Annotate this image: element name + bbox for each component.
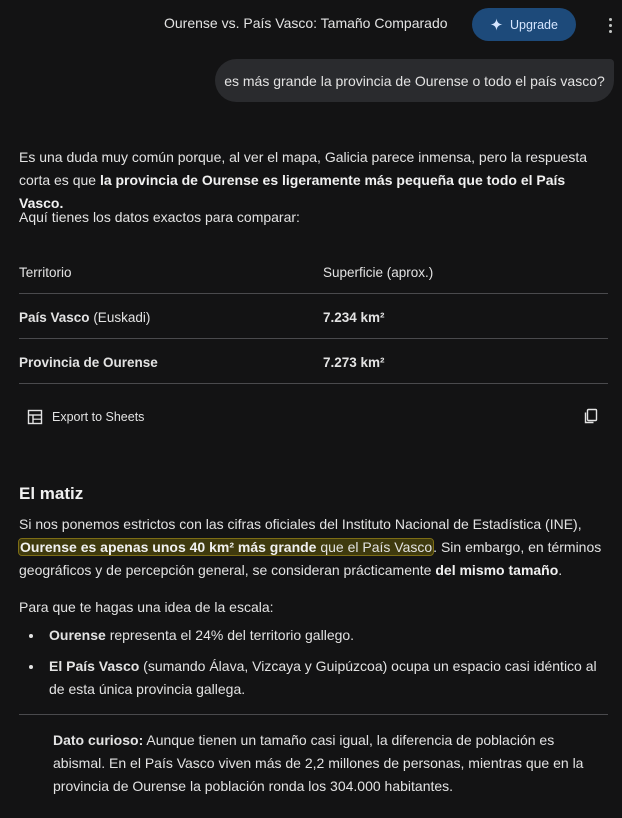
comparison-table	[19, 249, 608, 384]
table-cell-territory: País Vasco (Euskadi)	[19, 310, 151, 325]
table-icon	[27, 409, 43, 425]
upgrade-label: Upgrade	[510, 17, 558, 32]
matiz-paragraph: Si nos ponemos estrictos con las cifras oficiales del Instituto Nacional de Estadística (INE), Ourense es apenas unos 40 km² más grande que el País Vasco. Sin embargo, en términos geográficos y de percepción general, se consideran prácticamente del mismo tamaño.	[19, 516, 602, 578]
intro-bold-text: la provincia de Ourense es ligeramente más pequeña que todo el País Vasco.	[19, 172, 566, 211]
intro-text: Es una duda muy común porque, al ver el mapa, Galicia parece inmensa, pero la respuesta corta es que	[19, 149, 588, 188]
sparkle-icon	[490, 18, 503, 31]
export-label: Export to Sheets	[52, 409, 145, 424]
user-message-text: es más grande la provincia de Ourense o todo el país vasco?	[224, 72, 605, 89]
upgrade-button[interactable]	[472, 8, 576, 41]
note-text: Aunque tienen un tamaño casi igual, la diferencia de población es abismal. En el País Vasco viven más de 2,2 millones de personas, mientras que en la provincia de Ourense la población ronda los 304.000 habitantes.	[53, 732, 584, 794]
highlighted-text[interactable]: Ourense es apenas unos 40 km² más grande que el País Vasco	[20, 539, 433, 555]
note-label: Dato curioso:	[53, 732, 144, 748]
matiz-bold: del mismo tamaño	[435, 562, 559, 578]
export-to-sheets-button[interactable]	[27, 405, 144, 429]
table-cell-territory: Provincia de Ourense	[19, 355, 158, 370]
table-cell-area: 7.273 km²	[323, 355, 385, 370]
table-cell-area: 7.234 km²	[323, 310, 385, 325]
top-bar	[0, 0, 622, 48]
fun-fact-note	[53, 729, 593, 798]
list-item: El País Vasco (sumando Álava, Vizcaya y Guipúzcoa) ocupa un espacio casi idéntico al de esta única provincia gallega.	[19, 655, 611, 701]
table-row	[19, 294, 608, 339]
table-header-territorio: Territorio	[19, 265, 72, 280]
scale-intro: Para que te hagas una idea de la escala:	[19, 599, 274, 615]
copy-icon[interactable]	[583, 408, 599, 424]
conversation-title[interactable]: Ourense vs. País Vasco: Tamaño Comparado	[164, 15, 448, 31]
table-header-superficie: Superficie (aprox.)	[323, 265, 434, 280]
section-heading: El matiz	[19, 484, 84, 503]
table-row	[19, 339, 608, 384]
more-vert-icon[interactable]	[600, 14, 620, 36]
list-item: Ourense representa el 24% del territorio gallego.	[19, 624, 611, 647]
intro-paragraph	[19, 146, 611, 215]
user-message	[215, 59, 614, 102]
divider	[19, 714, 608, 715]
matiz-text: Si nos ponemos estrictos con las cifras oficiales del Instituto Nacional de Estadística (INE),	[19, 516, 582, 532]
matiz-text-2: . Sin embargo, en términos geográficos y de percepción general, se consideran prácticamente	[19, 539, 602, 578]
table-header-row	[19, 249, 608, 294]
compare-intro: Aquí tienes los datos exactos para comparar:	[19, 209, 300, 225]
bullet-list	[19, 624, 611, 709]
